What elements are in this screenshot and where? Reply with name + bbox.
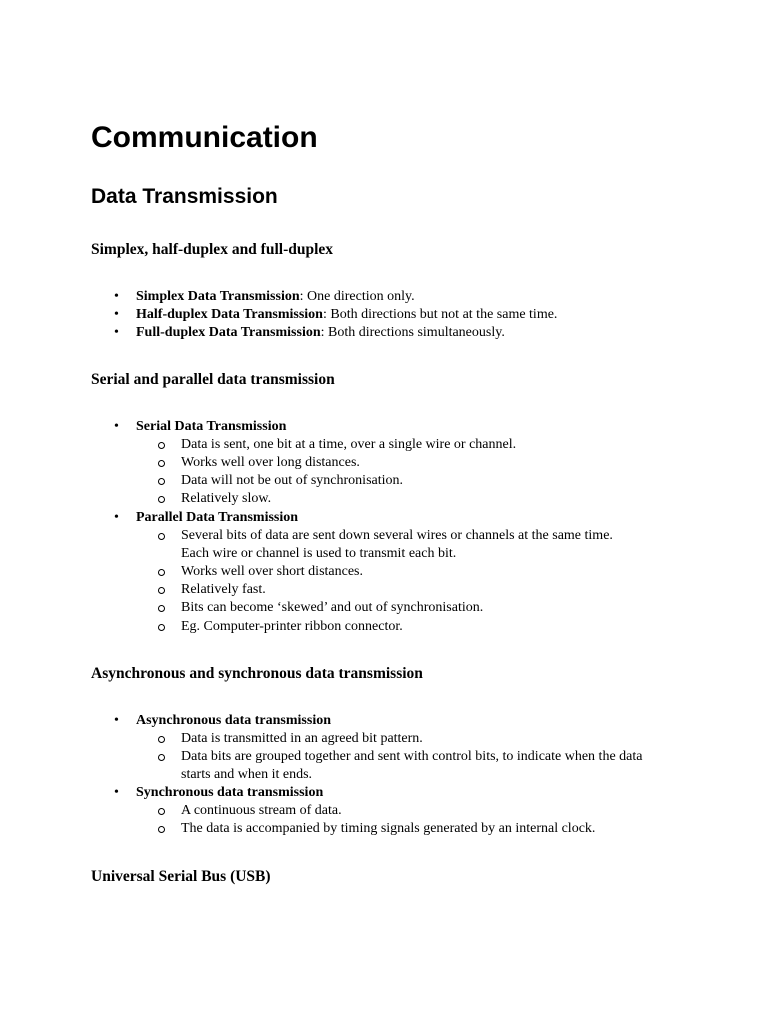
sub-list-item: Data bits are grouped together and sent with control bits, to indicate when the data [181,749,643,764]
bullet-icon: • [114,307,119,322]
term: Full-duplex Data Transmission [136,325,321,340]
list-item-term: Synchronous data transmission [136,785,324,800]
circle-bullet-icon [158,460,165,467]
subheading-usb: Universal Serial Bus (USB) [91,868,271,885]
list-item [136,306,557,324]
sub-list-item: Relatively slow. [181,491,272,506]
bullet-icon: • [114,289,119,304]
list-item-term: Asynchronous data transmission [136,713,332,728]
sub-list-item-continuation: starts and when it ends. [181,767,313,782]
section-heading: Data Transmission [91,185,278,208]
circle-bullet-icon [158,478,165,485]
sub-list-item-continuation: Each wire or channel is used to transmit each bit. [181,546,457,561]
bullet-icon: • [114,419,119,434]
sub-list-item: Bits can become ‘skewed’ and out of synchronisation. [181,600,484,615]
sub-list-item: Data is transmitted in an agreed bit pattern. [181,731,423,746]
sub-list-item: Data is sent, one bit at a time, over a single wire or channel. [181,437,517,452]
term: Simplex Data Transmission [136,289,300,304]
circle-bullet-icon [158,569,165,576]
bullet-icon: • [114,785,119,800]
sub-list-item: A continuous stream of data. [181,803,342,818]
list-item-term: Serial Data Transmission [136,419,287,434]
bullet-icon: • [114,713,119,728]
bullet-icon: • [114,510,119,525]
circle-bullet-icon [158,442,165,449]
sub-list-item: The data is accompanied by timing signals generated by an internal clock. [181,821,596,836]
sub-list-item: Works well over short distances. [181,564,363,579]
definition: : Both directions simultaneously. [320,325,505,340]
sub-list-item: Relatively fast. [181,582,266,597]
sub-list-item: Several bits of data are sent down several wires or channels at the same time. [181,528,613,543]
definition: : Both directions but not at the same time. [322,307,558,322]
definition: : One direction only. [299,289,415,304]
list-item [136,324,505,342]
circle-bullet-icon [158,736,165,743]
sub-list-item: Eg. Computer-printer ribbon connector. [181,619,403,634]
sub-list-item: Data will not be out of synchronisation. [181,473,404,488]
circle-bullet-icon [158,826,165,833]
page-title: Communication [91,121,318,154]
circle-bullet-icon [158,496,165,503]
circle-bullet-icon [158,587,165,594]
subheading-duplex: Simplex, half-duplex and full-duplex [91,241,334,258]
bullet-icon: • [114,325,119,340]
circle-bullet-icon [158,808,165,815]
circle-bullet-icon [158,754,165,761]
circle-bullet-icon [158,533,165,540]
list-item [136,288,415,306]
term: Half-duplex Data Transmission [136,307,323,322]
subheading-async-sync: Asynchronous and synchronous data transmission [91,665,423,682]
circle-bullet-icon [158,605,165,612]
list-item-term: Parallel Data Transmission [136,510,299,525]
sub-list-item: Works well over long distances. [181,455,360,470]
subheading-serial-parallel: Serial and parallel data transmission [91,371,335,388]
circle-bullet-icon [158,624,165,631]
